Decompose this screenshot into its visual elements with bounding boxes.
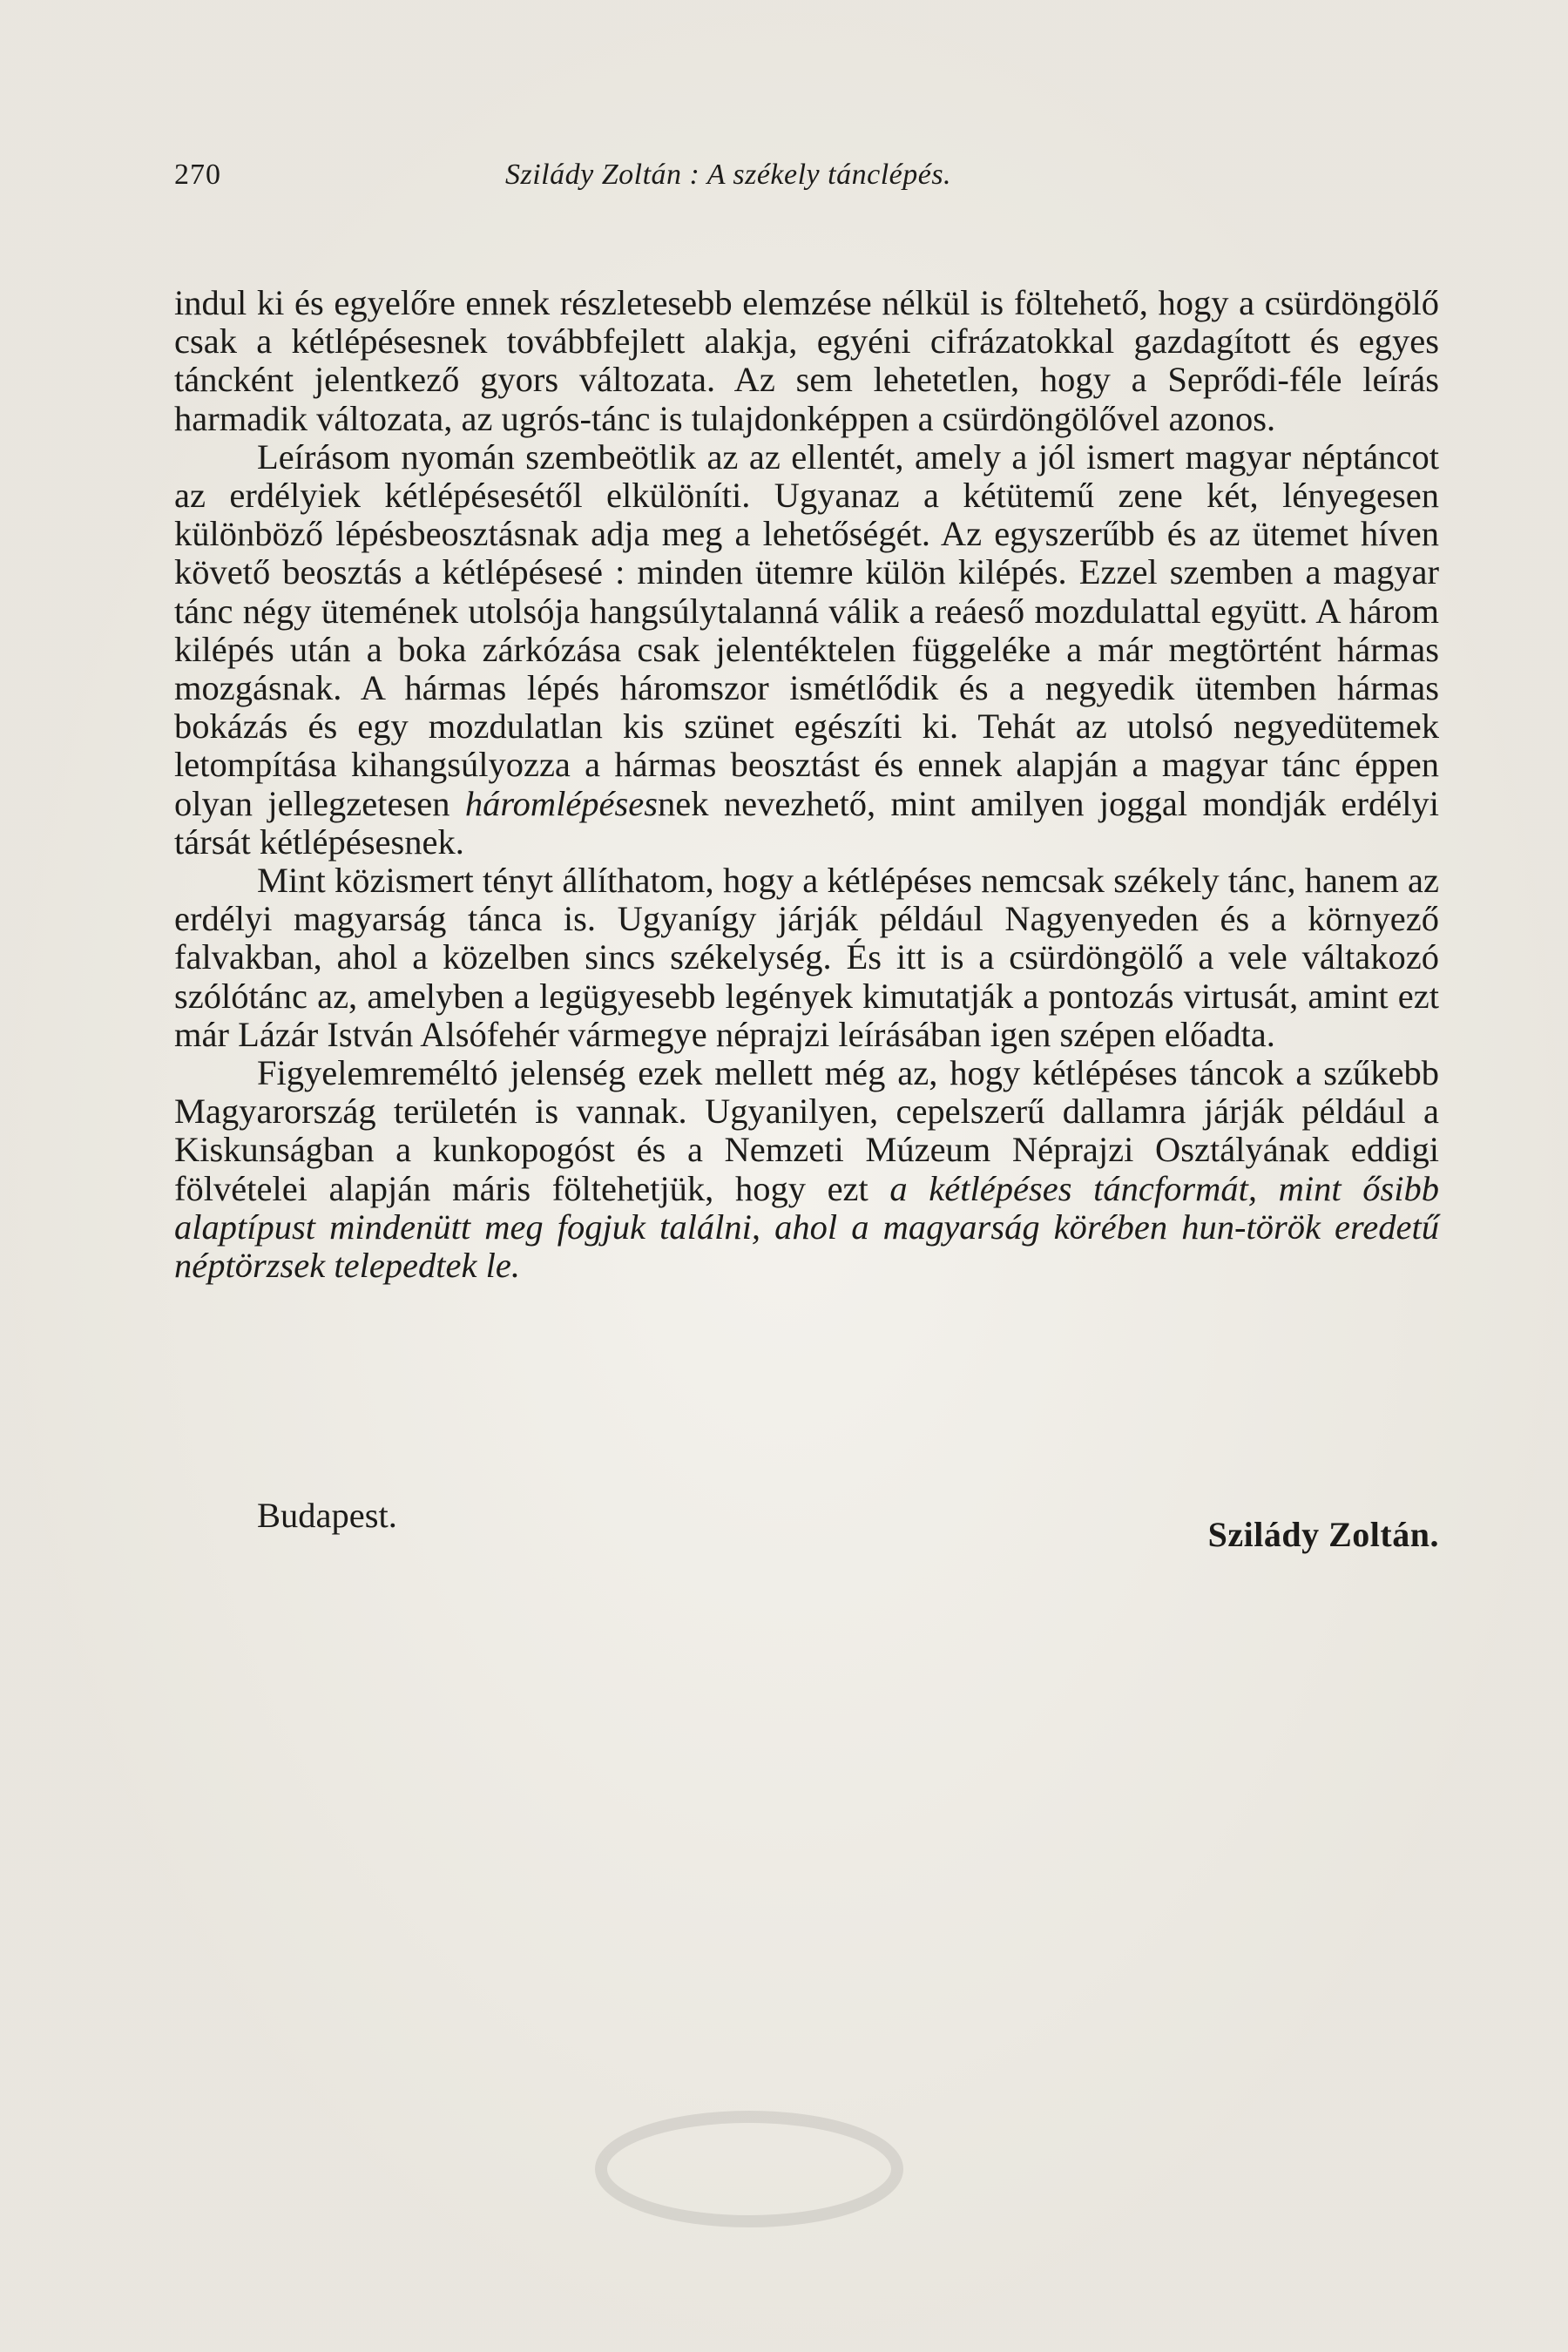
signature-author: Szilády Zoltán.: [1207, 1515, 1439, 1554]
bleed-through-stamp: [592, 2104, 906, 2234]
paragraph-3-text: Mint közismert tényt állíthatom, hogy a kétlépéses nemcsak székely tánc, hanem az erdélyi magyarság tánca is. Ugyanígy járják például Nagyenyeden és a környező falvakban, ahol a közelben sincs székelység. És itt is a csürdöngölő a vele váltakozó szólótánc az, amelyben a legügyesebb legények kimutatják a pontozás virtusát, amint ezt már Lázár István Alsófehér vármegye néprajzi leírásában igen szépen előadta.: [174, 861, 1439, 1054]
signature-row: [174, 1495, 1439, 1554]
running-title: Szilády Zoltán : A székely tánclépés.: [505, 159, 952, 191]
paragraph-2: [174, 438, 1439, 862]
signature-place: Budapest.: [257, 1496, 397, 1535]
running-head: [174, 159, 1437, 193]
paragraph-1: [174, 284, 1439, 438]
paragraph-4-text: Figyelemreméltó jelenség ezek mellett még az, hogy kétlépéses táncok a szűkebb Magyarország területén is vannak. Ugyanilyen, cepelszerű dallamra járják például a Kiskunságban a kunkopogóst és a Nemzeti Múzeum Néprajzi Osztályának eddigi fölvételei alapján máris föltehetjük, hogy ezt: [174, 1053, 1439, 1208]
paragraph-2-text: Leírásom nyomán szembeötlik az az ellentét, amely a jól ismert magyar néptáncot az erdélyiek kétlépésesétől elkülöníti. Ugyanaz a kétütemű zene két, lényegesen különböző lépésbeosztásnak adja meg a lehetőségét. Az egyszerűbb és az ütemet híven követő beosztás a kétlépésesé : minden ütemre külön kilépés. Ezzel szemben a magyar tánc négy ütemének utolsója hangsúlytalanná válik a reáeső mozdulattal együtt. A három kilépés után a boka zárkózása csak jelentéktelen függeléke a már megtörtént hármas mozgásnak. A hármas lépés háromszor ismétlődik és a negyedik ütemben hármas bokázás és egy mozdulatlan kis szünet egészíti ki. Tehát az utolsó negyedütemek letompítása kihangsúlyozza a hármas beosztást és ennek alapján a magyar tánc éppen olyan jellegzetesen: [174, 436, 1439, 823]
article-body: [174, 284, 1439, 1285]
paragraph-2-italic: háromlépéses: [464, 783, 659, 823]
paragraph-1-text: indul ki és egyelőre ennek részletesebb elemzése nélkül is föltehető, hogy a csürdöngölő csak a kétlépésesnek továbbfejlett alakja, egyéni cifrázatokkal gazdagított és egyes táncként jelentkező gyors változata. Az sem lehetetlen, hogy a Seprődi-féle leírás harmadik változata, az ugrós-tánc is tulajdonképpen a csürdöngölővel azonos.: [174, 283, 1439, 438]
paragraph-4-italic: a kétlépéses táncformát, mint ősibb alaptípust mindenütt meg fogjuk találni, ahol a magyarság körében hun-török eredetű néptörzsek telepedtek le.: [174, 1168, 1439, 1286]
page-number: 270: [174, 159, 221, 191]
paragraph-2-end: nek nevezhető, mint amilyen joggal mondják erdélyi társát kétlépésesnek.: [174, 783, 1440, 862]
paragraph-4: [174, 1054, 1439, 1285]
paragraph-3: [174, 862, 1439, 1054]
